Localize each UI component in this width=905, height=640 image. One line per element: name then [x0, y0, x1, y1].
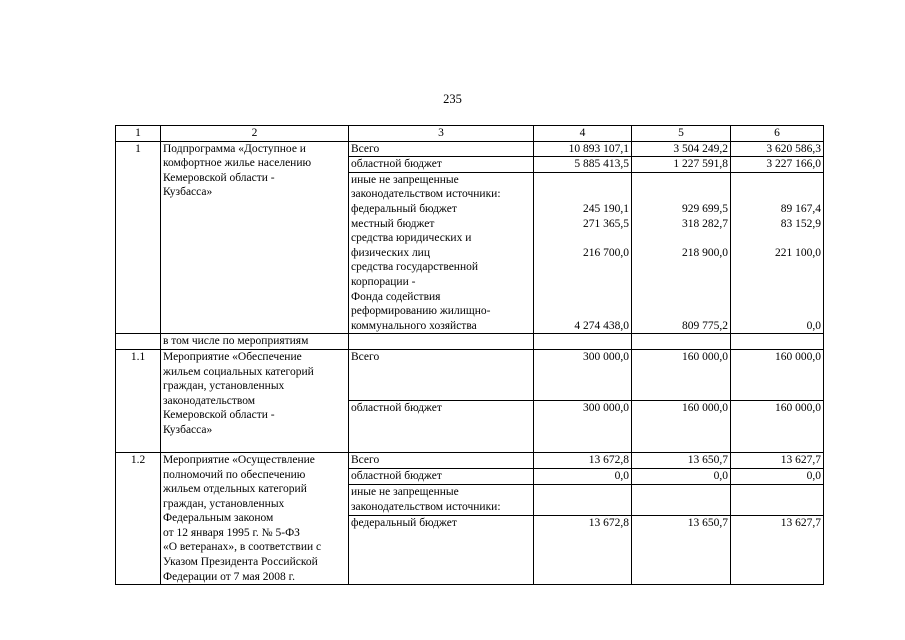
name-line: Кузбасса» [163, 186, 213, 199]
source-regional-label: областной бюджет [349, 401, 534, 453]
regional-col4: 0,0 [534, 469, 632, 485]
header-col-2: 2 [161, 126, 349, 142]
header-col-5: 5 [632, 126, 731, 142]
fund-col6: 0,0 [806, 319, 821, 332]
fund-label: корпорации - [351, 275, 416, 288]
total-col4: 13 672,8 [534, 452, 632, 468]
name-line: Кемеровской области - [163, 409, 275, 422]
source-total-label: Всего [349, 141, 534, 157]
name-line: законодательством [163, 394, 256, 407]
legal-label: средства юридических и [351, 232, 472, 245]
legal-col6: 221 100,0 [775, 246, 821, 259]
row-number: 1.1 [116, 349, 161, 452]
regional-col6: 160 000,0 [731, 401, 824, 453]
page-number: 235 [443, 92, 462, 106]
source-total-label: Всего [349, 452, 534, 468]
federal-col6: 13 627,7 [731, 516, 824, 585]
heading-line: законодательством источники: [351, 500, 501, 513]
regional-col4: 5 885 413,5 [534, 157, 632, 173]
source-total-label: Всего [349, 349, 534, 401]
regional-col5: 1 227 591,8 [632, 157, 731, 173]
row-number: 1.2 [116, 452, 161, 584]
other-sources-heading: иные не запрещенные [351, 173, 459, 186]
breakdown-col4 [534, 172, 632, 334]
source-regional-label: областной бюджет [349, 157, 534, 173]
federal-col6: 89 167,4 [780, 202, 821, 215]
legal-col4: 216 700,0 [583, 246, 629, 259]
other-sources-heading: законодательством источники: [351, 188, 501, 201]
heading-line: иные не запрещенные [351, 486, 459, 499]
header-col-1: 1 [116, 126, 161, 142]
local-col5: 318 282,7 [682, 217, 728, 230]
regional-col5: 0,0 [632, 469, 731, 485]
header-row [116, 126, 824, 142]
name-line: Указом Президента Российской [163, 556, 318, 569]
total-col5: 3 504 249,2 [632, 141, 731, 157]
regional-col6: 3 227 166,0 [731, 157, 824, 173]
sources-breakdown [349, 172, 534, 334]
name-line: Подпрограмма «Доступное и [163, 142, 306, 155]
fund-label: реформированию жилищно- [351, 305, 491, 318]
breakdown-col6 [731, 172, 824, 334]
name-line: полномочий по обеспечению [163, 468, 306, 481]
header-col-6: 6 [731, 126, 824, 142]
source-regional-label: областной бюджет [349, 469, 534, 485]
breakdown-col5 [632, 172, 731, 334]
fund-col5: 809 775,2 [682, 319, 728, 332]
row-number: 1 [116, 141, 161, 334]
federal-label: федеральный бюджет [349, 516, 534, 585]
name-line: Федерации от 7 мая 2008 г. [163, 570, 295, 583]
total-col5: 160 000,0 [632, 349, 731, 401]
fund-label: средства государственной [351, 261, 479, 274]
table-row [116, 334, 824, 350]
total-col5: 13 650,7 [632, 452, 731, 468]
measure-name [161, 452, 349, 584]
fund-col4: 4 274 438,0 [574, 319, 629, 332]
total-col4: 300 000,0 [534, 349, 632, 401]
legal-label: физических лиц [351, 246, 430, 259]
name-line: от 12 января 1995 г. № 5-ФЗ [163, 526, 300, 539]
including-measures-label: в том числе по мероприятиям [161, 334, 349, 350]
local-col4: 271 365,5 [583, 217, 629, 230]
federal-col4: 13 672,8 [534, 516, 632, 585]
name-line: Мероприятие «Обеспечение [163, 350, 302, 363]
header-col-4: 4 [534, 126, 632, 142]
name-line: Кузбасса» [163, 423, 213, 436]
table-row [116, 452, 824, 468]
name-line: граждан, установленных [163, 497, 285, 510]
measure-name [161, 349, 349, 452]
name-line: жильем отдельных категорий [163, 483, 307, 496]
regional-col6: 0,0 [731, 469, 824, 485]
fund-label: Фонда содействия [351, 290, 441, 303]
name-line: жильем социальных категорий [163, 365, 314, 378]
legal-col5: 218 900,0 [682, 246, 728, 259]
federal-col5: 929 699,5 [682, 202, 728, 215]
fund-label: коммунального хозяйства [351, 319, 477, 332]
total-col6: 3 620 586,3 [731, 141, 824, 157]
name-line: Кемеровской области - [163, 171, 275, 184]
regional-col5: 160 000,0 [632, 401, 731, 453]
table-row [116, 349, 824, 401]
local-col6: 83 152,9 [780, 217, 821, 230]
header-col-3: 3 [349, 126, 534, 142]
federal-label: федеральный бюджет [351, 202, 457, 215]
other-sources-heading [349, 485, 534, 516]
name-line: Мероприятие «Осуществление [163, 453, 315, 466]
total-col6: 160 000,0 [731, 349, 824, 401]
federal-col4: 245 190,1 [583, 202, 629, 215]
total-col6: 13 627,7 [731, 452, 824, 468]
name-line: Федеральным законом [163, 512, 274, 525]
federal-col5: 13 650,7 [632, 516, 731, 585]
regional-col4: 300 000,0 [534, 401, 632, 453]
name-line: комфортное жилье населению [163, 157, 312, 170]
local-label: местный бюджет [351, 217, 435, 230]
program-name [161, 141, 349, 334]
table-row [116, 141, 824, 157]
name-line: «О ветеранах», в соответствии с [163, 541, 322, 554]
total-col4: 10 893 107,1 [534, 141, 632, 157]
budget-table [115, 125, 824, 585]
name-line: граждан, установленных [163, 380, 285, 393]
